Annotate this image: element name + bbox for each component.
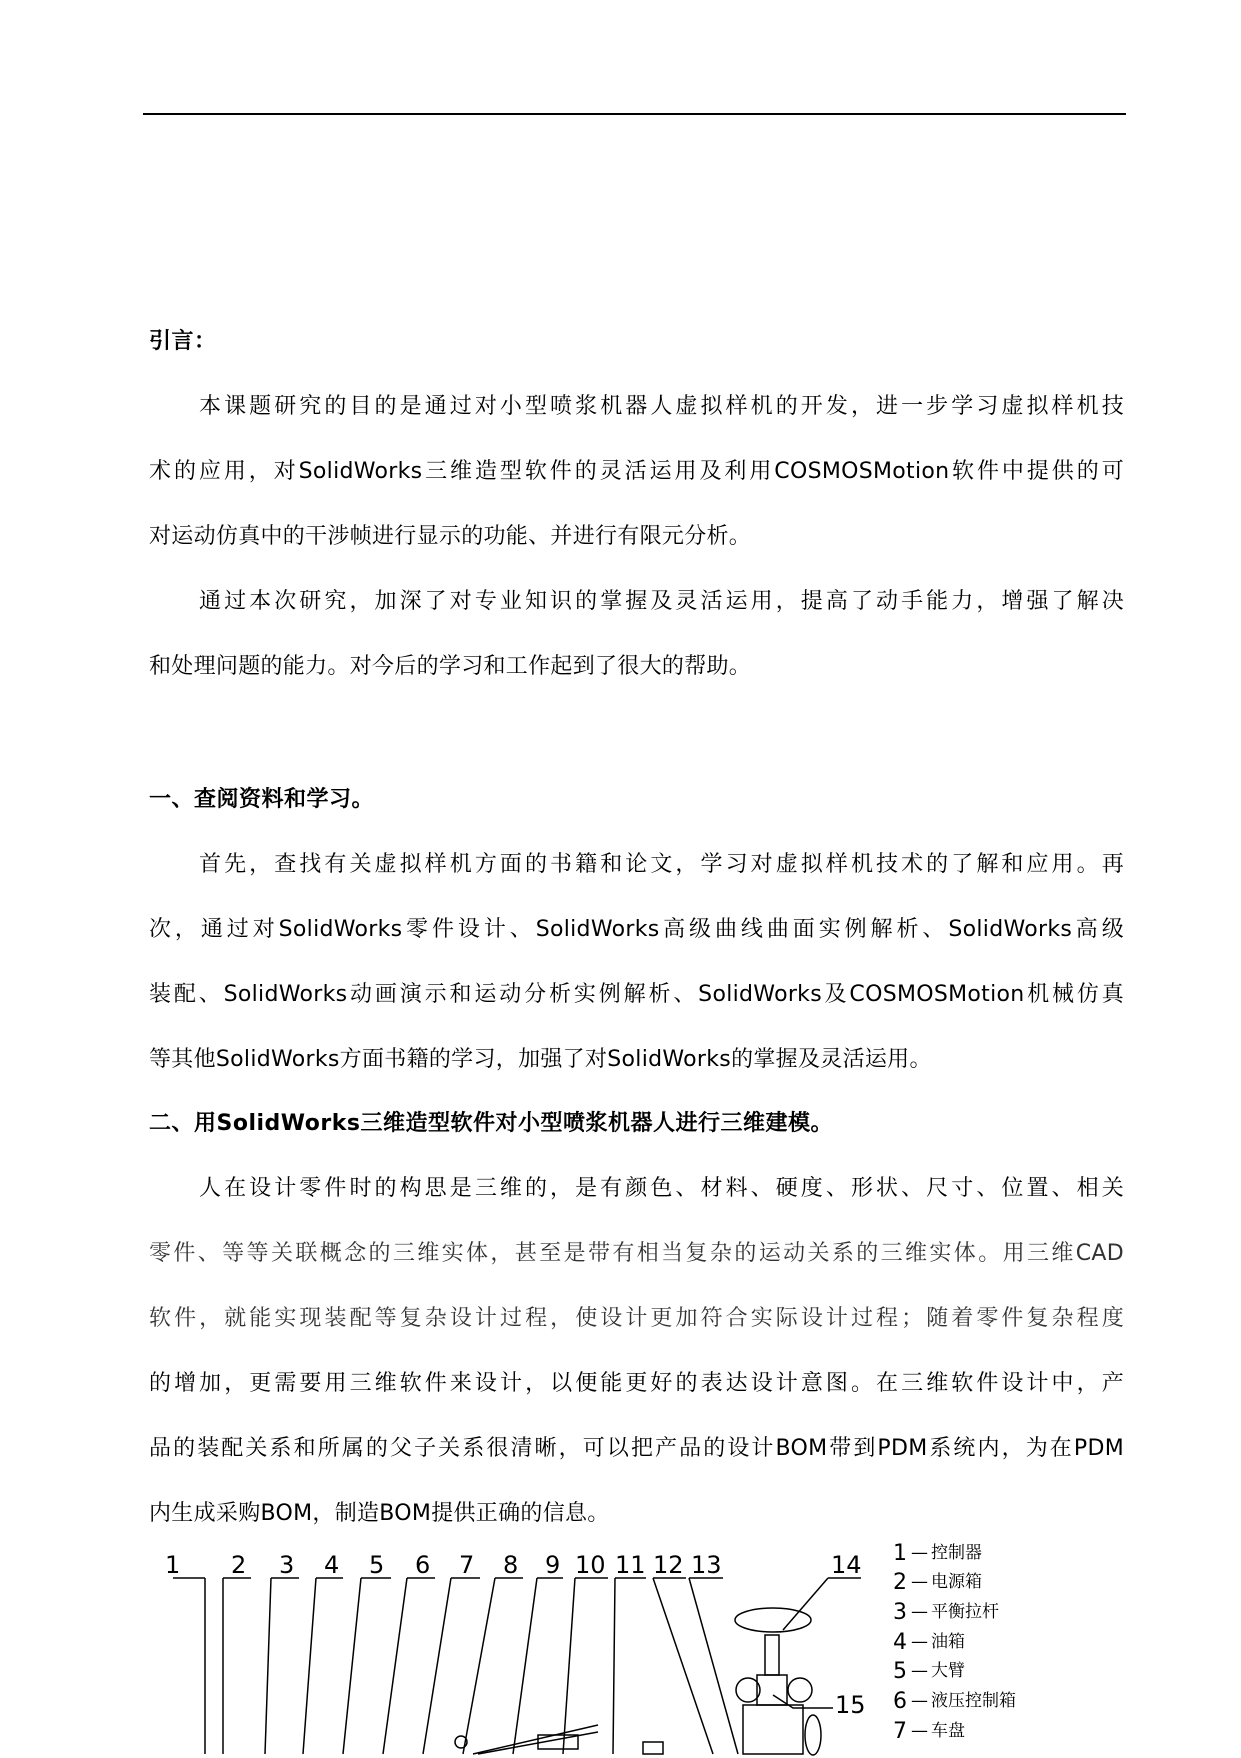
callout-3: 3 [279, 1551, 295, 1579]
legend-num-4: 4 [893, 1630, 907, 1655]
intro-line-5: 和处理问题的能力。对今后的学习和工作起到了很大的帮助。 [149, 654, 752, 679]
legend-label-1: 控制器 [931, 1543, 982, 1563]
section1-line-4: 等其他SolidWorks方面书籍的学习，加强了对SolidWorks的掌握及灵活运用。 [149, 1047, 932, 1072]
legend-dash-4: — [911, 1632, 928, 1652]
robot-diagram [143, 1530, 1133, 1754]
legend-num-3: 3 [893, 1600, 907, 1625]
callout-2: 2 [231, 1551, 247, 1579]
header-rule [143, 113, 1126, 115]
callout-7: 7 [459, 1551, 475, 1579]
legend-num-1: 1 [893, 1541, 907, 1566]
legend-num-6: 6 [893, 1689, 907, 1714]
intro-line-3: 对运动仿真中的干涉帧进行显示的功能、并进行有限元分析。 [149, 524, 752, 549]
intro-line-1: 本课题研究的目的是通过对小型喷浆机器人虚拟样机的开发，进一步学习虚拟样机技 [199, 394, 1124, 419]
legend-dash-3: — [911, 1602, 928, 1622]
legend-dash-6: — [911, 1691, 928, 1711]
callout-9: 9 [545, 1551, 561, 1579]
legend-dash-1: — [911, 1543, 928, 1563]
legend-num-5: 5 [893, 1659, 907, 1684]
callout-14: 14 [831, 1551, 862, 1579]
section2-line-1: 人在设计零件时的构思是三维的，是有颜色、材料、硬度、形状、尺寸、位置、相关 [199, 1176, 1124, 1201]
robot-diagram-svg [143, 1530, 1133, 1754]
legend-dash-2: — [911, 1572, 928, 1592]
section2-line-5: 品的装配关系和所属的父子关系很清晰，可以把产品的设计BOM带到PDM系统内，为在PDM [149, 1436, 1124, 1461]
callout-12: 12 [653, 1551, 684, 1579]
callout-5: 5 [369, 1551, 385, 1579]
callout-8: 8 [503, 1551, 519, 1579]
section1-line-3: 装配、SolidWorks动画演示和运动分析实例解析、SolidWorks及COSMOSMotion机械仿真 [149, 982, 1124, 1007]
callout-10: 10 [575, 1551, 606, 1579]
section2-line-4: 的增加，更需要用三维软件来设计，以便能更好的表达设计意图。在三维软件设计中，产 [149, 1371, 1124, 1396]
intro-line-2: 术的应用，对SolidWorks三维造型软件的灵活运用及利用COSMOSMotion软件中提供的可 [149, 459, 1124, 484]
section1-heading: 一、查阅资料和学习。 [149, 787, 375, 812]
callout-11: 11 [615, 1551, 646, 1579]
legend-label-5: 大臂 [931, 1661, 965, 1681]
section2-line-6: 内生成采购BOM，制造BOM提供正确的信息。 [149, 1501, 610, 1526]
legend-label-3: 平衡拉杆 [931, 1602, 999, 1622]
legend-label-2: 电源箱 [931, 1572, 982, 1592]
parts-legend [893, 1541, 1016, 1744]
callout-6: 6 [415, 1551, 431, 1579]
section1-line-1: 首先，查找有关虚拟样机方面的书籍和论文，学习对虚拟样机技术的了解和应用。再 [199, 852, 1124, 877]
intro-line-4: 通过本次研究，加深了对专业知识的掌握及灵活运用，提高了动手能力，增强了解决 [199, 589, 1124, 614]
legend-label-6: 液压控制箱 [931, 1691, 1016, 1711]
section1-line-2: 次，通过对SolidWorks零件设计、SolidWorks高级曲线曲面实例解析、SolidWorks高级 [149, 917, 1124, 942]
legend-label-7: 车盘 [931, 1721, 965, 1741]
legend-num-2: 2 [893, 1570, 907, 1595]
intro-heading: 引言： [149, 329, 217, 354]
callout-1: 1 [165, 1551, 181, 1579]
callout-numbers [165, 1551, 866, 1719]
section2-line-3: 软件，就能实现装配等复杂设计过程，使设计更加符合实际设计过程；随着零件复杂程度 [149, 1306, 1124, 1331]
section2-heading: 二、用SolidWorks三维造型软件对小型喷浆机器人进行三维建模。 [149, 1111, 833, 1136]
callout-4: 4 [324, 1551, 340, 1579]
legend-dash-5: — [911, 1661, 928, 1681]
legend-dash-7: — [911, 1721, 928, 1741]
legend-num-7: 7 [893, 1719, 907, 1744]
callout-13: 13 [691, 1551, 722, 1579]
legend-label-4: 油箱 [931, 1632, 965, 1652]
callout-15: 15 [835, 1691, 866, 1719]
section2-line-2: 零件、等等关联概念的三维实体，甚至是带有相当复杂的运动关系的三维实体。用三维CAD [149, 1241, 1124, 1266]
